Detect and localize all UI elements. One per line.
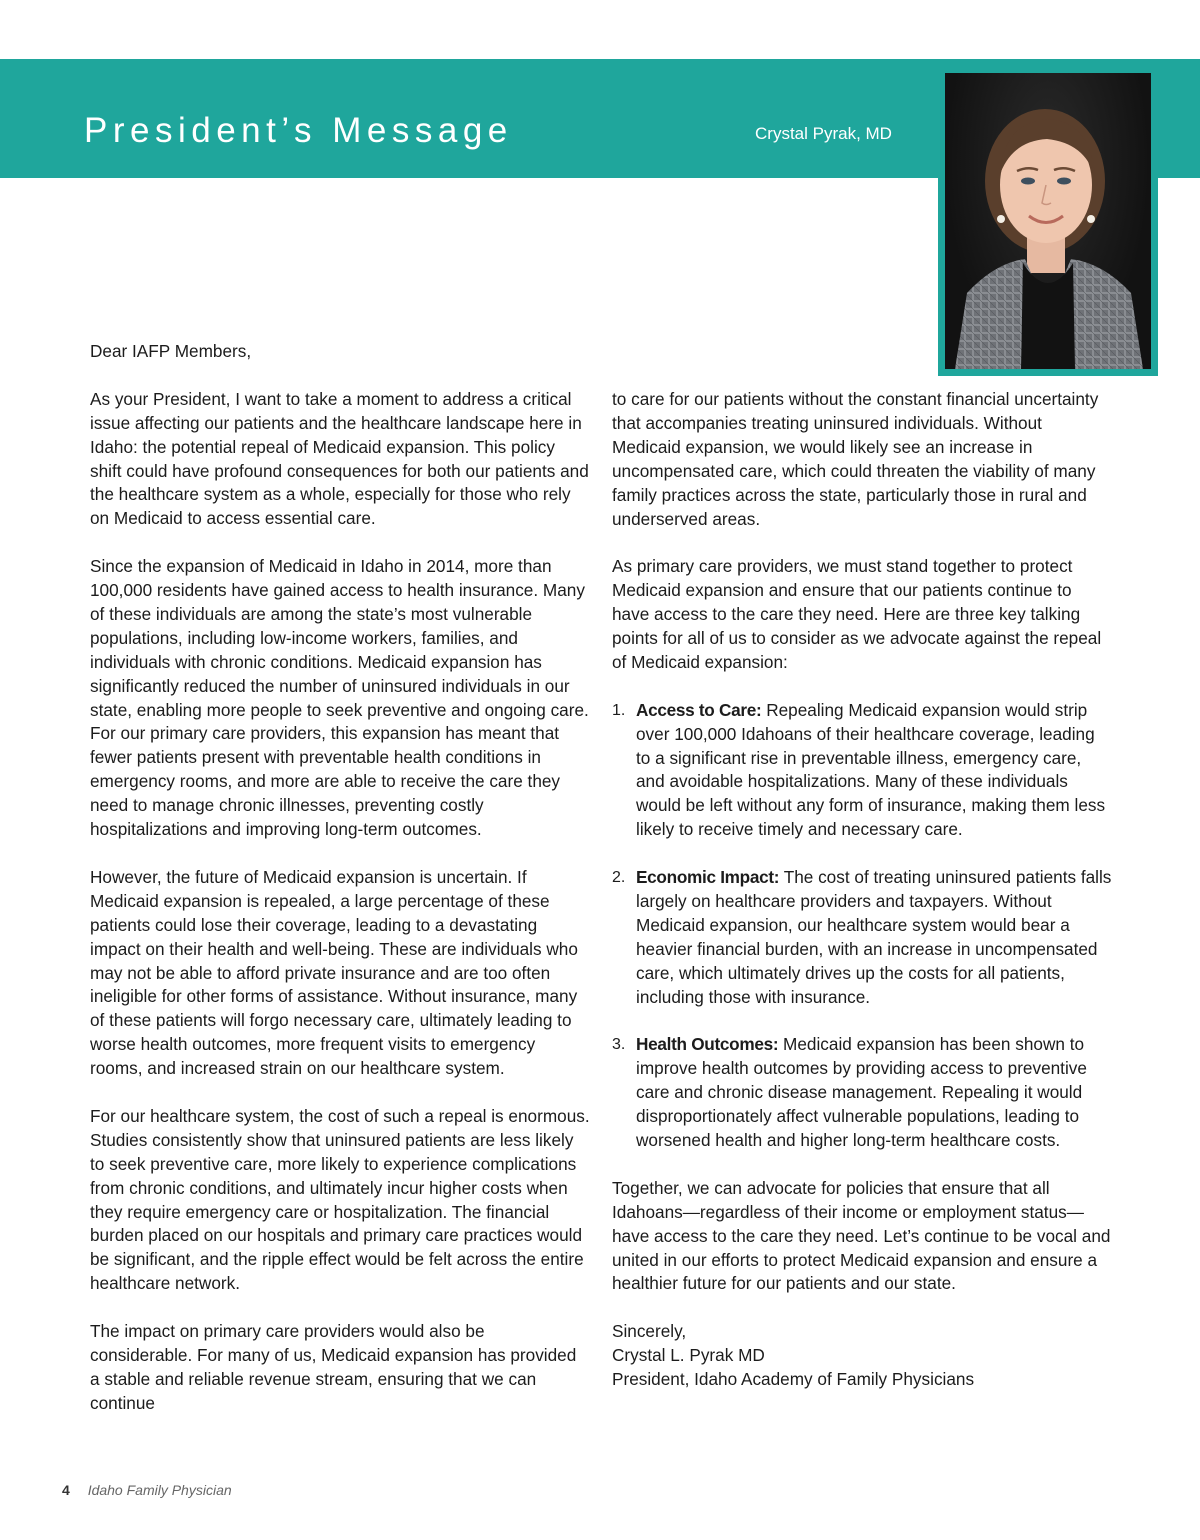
- paragraph: For our healthcare system, the cost of such a repeal is enormous. Studies consistently show that uninsured patients are less likely to seek preventive care, more likely to experience complications from chronic conditions, and ultimately incur higher costs when they require emergency care or hospitalization. The financial burden placed on our hospitals and primary care practices would be significant, and the ripple effect would be felt across the entire healthcare network.: [90, 1105, 590, 1294]
- signature-block: [612, 1320, 1112, 1392]
- right-column: [612, 388, 1112, 1416]
- page-title: President’s Message: [84, 111, 513, 150]
- paragraph: The impact on primary care providers would also be considerable. For many of us, Medicaid expansion has provided a stable and reliable revenue stream, ensuring that we can continue: [90, 1321, 577, 1413]
- talking-points-list: [612, 699, 1112, 1153]
- list-number: 3.: [612, 1036, 626, 1054]
- point-title: Access to Care:: [636, 699, 762, 720]
- paragraph: As primary care providers, we must stand together to protect Medicaid expansion and ensure that our patients continue to have access to the care they need. Here are three key talking points for all of us to consider as we advocate against the repeal of Medicaid expansion:: [612, 556, 1102, 672]
- salutation: Sincerely,: [612, 1321, 687, 1342]
- point-title: Health Outcomes:: [636, 1034, 779, 1055]
- paragraph: However, the future of Medicaid expansion is uncertain. If Medicaid expansion is repealed, a large percentage of these patients could lose their coverage, leading to a devastating impact on their health and well-being. These are individuals who may not be able to afford private insurance and are too often ineligible for other forms of assistance. Without insurance, many of these patients will forgo necessary care, ultimately leading to worse health outcomes, more frequent visits to emergency rooms, and increased strain on our healthcare system.: [90, 866, 578, 1079]
- left-column: [90, 340, 590, 1440]
- point-text: Medicaid expansion has been shown to improve health outcomes by providing access to preventive care and chronic disease management. Repealing it would disproportionately affect vulnerable populations, leading to worsened health and higher long-term healthcare costs.: [636, 1034, 1087, 1151]
- list-number: 2.: [612, 869, 626, 887]
- author-photo: [945, 73, 1151, 369]
- list-item: [612, 866, 1112, 1009]
- signer-role: President, Idaho Academy of Family Physicians: [612, 1369, 975, 1390]
- page-footer: [62, 1482, 232, 1498]
- conclusion-paragraph: Together, we can advocate for policies that ensure that all Idahoans—regardless of their income or employment status—have access to the care they need. Let’s continue to be vocal and united in our efforts to protect Medicaid expansion and ensure a healthier future for our patients and our state.: [612, 1177, 1111, 1294]
- signer-name: Crystal L. Pyrak MD: [612, 1345, 765, 1366]
- page-number: 4: [62, 1482, 70, 1498]
- paragraph: to care for our patients without the constant financial uncertainty that accompanies treating uninsured individuals. Without Medicaid expansion, we would likely see an increase in uncompensated care, which could threaten the viability of many family practices across the state, particularly those in rural and underserved areas.: [612, 389, 1099, 529]
- list-item: [612, 1033, 1112, 1153]
- list-number: 1.: [612, 701, 626, 719]
- point-title: Economic Impact:: [636, 867, 780, 888]
- point-text: The cost of treating uninsured patients falls largely on healthcare providers and taxpayers. Without Medicaid expansion, our healthcare system would bear a heavier financial burden, with an increase in uncompensated care, which ultimately drives up the costs for all patients, including those with insurance.: [636, 867, 1112, 1007]
- portrait-illustration: [945, 73, 1151, 369]
- greeting: Dear IAFP Members,: [90, 341, 252, 361]
- paragraph: As your President, I want to take a moment to address a critical issue affecting our patients and the healthcare landscape here in Idaho: the potential repeal of Medicaid expansion. This policy shift could have profound consequences for both our patients and the healthcare system as a whole, especially for those who rely on Medicaid to access essential care.: [90, 388, 589, 529]
- publication-name: Idaho Family Physician: [87, 1482, 232, 1498]
- author-name: Crystal Pyrak, MD: [755, 124, 892, 143]
- list-item: [612, 699, 1112, 842]
- point-text: Repealing Medicaid expansion would strip over 100,000 Idahoans of their healthcare coverage, leading to a significant rise in preventable illness, emergency care, and avoidable hospitalizations. Many of these individuals would be left without any form of insurance, making them less likely to receive timely and necessary care.: [636, 699, 1106, 840]
- author-photo-frame: [938, 66, 1158, 376]
- paragraph: Since the expansion of Medicaid in Idaho in 2014, more than 100,000 residents have gained access to health insurance. Many of these individuals are among the state’s most vulnerable populations, including low-income workers, families, and individuals with chronic conditions. Medicaid expansion has significantly reduced the number of uninsured individuals in our state, enabling more people to seek preventive and ongoing care. For our primary care providers, this expansion has meant that fewer patients present with preventable health conditions in emergency rooms, and more are able to receive the care they need to manage chronic illnesses, preventing costly hospitalizations and improving long-term outcomes.: [90, 556, 589, 840]
